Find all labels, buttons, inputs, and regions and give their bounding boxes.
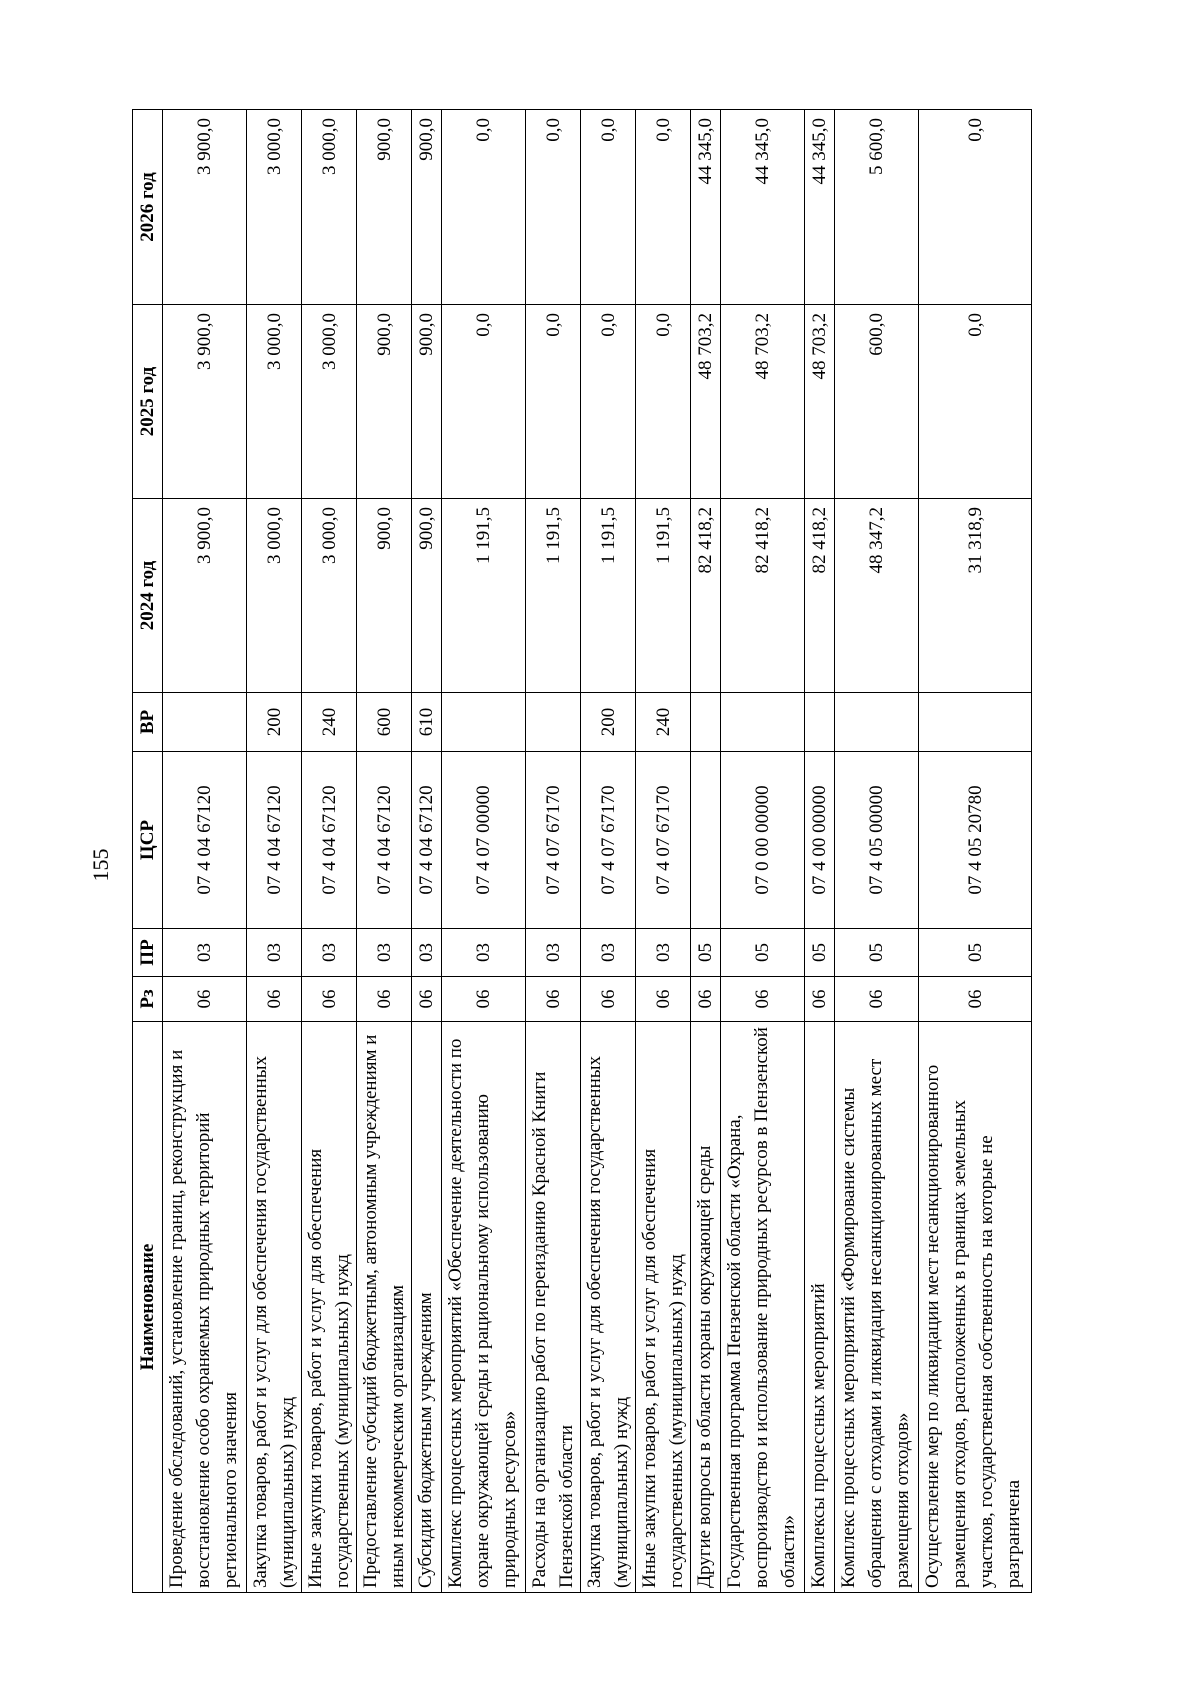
cell-2026: 900,0: [357, 110, 412, 305]
cell-name: Иные закупки товаров, работ и услуг для обеспечения государственных (муниципальных) нужд: [302, 1022, 357, 1593]
cell-vr: 200: [581, 693, 636, 752]
cell-vr: [526, 693, 581, 752]
cell-2026: 44 345,0: [805, 110, 835, 305]
header-rz: Рз: [133, 977, 163, 1022]
cell-2024: 1 191,5: [442, 499, 526, 693]
cell-rz: 06: [721, 977, 805, 1022]
table-row: [636, 110, 691, 1593]
cell-pr: 03: [302, 929, 357, 977]
cell-name: Предоставление субсидий бюджетным, автономным учреждениям и иным некоммерческим организациям: [357, 1022, 412, 1593]
header-csr: ЦСР: [133, 752, 163, 929]
table-row: [805, 110, 835, 1593]
table-row: [919, 110, 1032, 1593]
cell-rz: 06: [163, 977, 247, 1022]
cell-2025: 900,0: [412, 305, 442, 499]
cell-2024: 1 191,5: [636, 499, 691, 693]
cell-rz: 06: [357, 977, 412, 1022]
cell-csr: 07 4 07 00000: [442, 752, 526, 929]
table-row: [412, 110, 442, 1593]
cell-rz: 06: [835, 977, 919, 1022]
cell-pr: 03: [526, 929, 581, 977]
table-header-row: [133, 110, 163, 1593]
cell-rz: 06: [919, 977, 1032, 1022]
header-pr: ПР: [133, 929, 163, 977]
cell-pr: 05: [835, 929, 919, 977]
cell-2026: 0,0: [526, 110, 581, 305]
cell-csr: 07 4 04 67120: [302, 752, 357, 929]
cell-csr: 07 4 05 00000: [835, 752, 919, 929]
cell-vr: [163, 693, 247, 752]
cell-2026: 44 345,0: [691, 110, 721, 305]
cell-csr: [691, 752, 721, 929]
cell-csr: 07 4 07 67170: [581, 752, 636, 929]
cell-2024: 82 418,2: [691, 499, 721, 693]
table-row: [691, 110, 721, 1593]
cell-2026: 0,0: [581, 110, 636, 305]
cell-vr: 200: [247, 693, 302, 752]
cell-rz: 06: [581, 977, 636, 1022]
cell-vr: 610: [412, 693, 442, 752]
cell-name: Комплекс процессных мероприятий «Формирование системы обращения с отходами и ликвидация несанкционированных мест размещения отходов»: [835, 1022, 919, 1593]
cell-2025: 3 900,0: [163, 305, 247, 499]
cell-csr: 07 4 07 67170: [526, 752, 581, 929]
table-row: [721, 110, 805, 1593]
cell-2024: 3 000,0: [247, 499, 302, 693]
cell-csr: 07 4 04 67120: [163, 752, 247, 929]
cell-rz: 06: [302, 977, 357, 1022]
header-2026: 2026 год: [133, 110, 163, 305]
cell-pr: 03: [247, 929, 302, 977]
table-row: [247, 110, 302, 1593]
table-row: [526, 110, 581, 1593]
cell-rz: 06: [805, 977, 835, 1022]
cell-vr: [805, 693, 835, 752]
cell-2026: 5 600,0: [835, 110, 919, 305]
cell-2024: 48 347,2: [835, 499, 919, 693]
cell-2025: 900,0: [357, 305, 412, 499]
cell-2025: 0,0: [919, 305, 1032, 499]
cell-name: Другие вопросы в области охраны окружающей среды: [691, 1022, 721, 1593]
cell-vr: [919, 693, 1032, 752]
cell-name: Расходы на организацию работ по переизданию Красной Книги Пензенской области: [526, 1022, 581, 1593]
cell-2024: 31 318,9: [919, 499, 1032, 693]
header-vr: ВР: [133, 693, 163, 752]
cell-vr: 240: [302, 693, 357, 752]
cell-2025: 600,0: [835, 305, 919, 499]
cell-csr: 07 4 07 67170: [636, 752, 691, 929]
cell-pr: 05: [721, 929, 805, 977]
cell-2025: 0,0: [442, 305, 526, 499]
cell-2025: 0,0: [581, 305, 636, 499]
cell-2026: 0,0: [442, 110, 526, 305]
cell-csr: 07 4 00 00000: [805, 752, 835, 929]
cell-2024: 1 191,5: [526, 499, 581, 693]
cell-2024: 900,0: [357, 499, 412, 693]
cell-vr: [442, 693, 526, 752]
cell-vr: [721, 693, 805, 752]
cell-pr: 05: [691, 929, 721, 977]
header-name: Наименование: [133, 1022, 163, 1593]
page-number: 155: [88, 848, 113, 882]
cell-pr: 03: [581, 929, 636, 977]
table-body: [163, 110, 1032, 1593]
cell-name: Иные закупки товаров, работ и услуг для обеспечения государственных (муниципальных) нужд: [636, 1022, 691, 1593]
cell-2025: 3 000,0: [247, 305, 302, 499]
cell-rz: 06: [247, 977, 302, 1022]
table-row: [835, 110, 919, 1593]
table-row: [163, 110, 247, 1593]
cell-name: Государственная программа Пензенской области «Охрана, воспроизводство и использование природных ресурсов в Пензенской области»: [721, 1022, 805, 1593]
budget-table: [132, 109, 1032, 1593]
cell-2025: 48 703,2: [691, 305, 721, 499]
cell-rz: 06: [526, 977, 581, 1022]
cell-pr: 03: [412, 929, 442, 977]
header-2025: 2025 год: [133, 305, 163, 499]
cell-2026: 0,0: [919, 110, 1032, 305]
cell-2025: 0,0: [636, 305, 691, 499]
cell-csr: 07 0 00 00000: [721, 752, 805, 929]
cell-vr: [691, 693, 721, 752]
cell-2024: 82 418,2: [805, 499, 835, 693]
table-row: [581, 110, 636, 1593]
cell-2025: 0,0: [526, 305, 581, 499]
cell-2026: 3 000,0: [302, 110, 357, 305]
cell-2025: 3 000,0: [302, 305, 357, 499]
cell-vr: 600: [357, 693, 412, 752]
cell-2024: 3 900,0: [163, 499, 247, 693]
cell-2026: 3 000,0: [247, 110, 302, 305]
cell-rz: 06: [412, 977, 442, 1022]
cell-csr: 07 4 04 67120: [247, 752, 302, 929]
cell-2024: 900,0: [412, 499, 442, 693]
cell-csr: 07 4 04 67120: [412, 752, 442, 929]
cell-pr: 03: [163, 929, 247, 977]
cell-name: Закупка товаров, работ и услуг для обеспечения государственных (муниципальных) нужд: [247, 1022, 302, 1593]
cell-rz: 06: [636, 977, 691, 1022]
cell-2026: 900,0: [412, 110, 442, 305]
cell-name: Закупка товаров, работ и услуг для обеспечения государственных (муниципальных) нужд: [581, 1022, 636, 1593]
cell-2026: 3 900,0: [163, 110, 247, 305]
cell-csr: 07 4 04 67120: [357, 752, 412, 929]
cell-2026: 0,0: [636, 110, 691, 305]
budget-table-container: [132, 110, 1076, 1593]
cell-2024: 82 418,2: [721, 499, 805, 693]
cell-name: Проведение обследований, установление границ, реконструкция и восстановление особо охраняемых природных территорий регионального значения: [163, 1022, 247, 1593]
cell-pr: 03: [636, 929, 691, 977]
cell-2025: 48 703,2: [721, 305, 805, 499]
header-2024: 2024 год: [133, 499, 163, 693]
table-row: [302, 110, 357, 1593]
table-row: [442, 110, 526, 1593]
cell-2025: 48 703,2: [805, 305, 835, 499]
cell-name: Осуществление мер по ликвидации мест несанкционированного размещения отходов, расположенных в границах земельных участков, государственная собственность на которые не разграничена: [919, 1022, 1032, 1593]
cell-pr: 05: [919, 929, 1032, 977]
cell-2024: 3 000,0: [302, 499, 357, 693]
cell-pr: 03: [442, 929, 526, 977]
table-row: [357, 110, 412, 1593]
cell-2024: 1 191,5: [581, 499, 636, 693]
cell-pr: 05: [805, 929, 835, 977]
cell-pr: 03: [357, 929, 412, 977]
cell-name: Субсидии бюджетным учреждениям: [412, 1022, 442, 1593]
cell-vr: [835, 693, 919, 752]
cell-vr: 240: [636, 693, 691, 752]
cell-name: Комплекс процессных мероприятий «Обеспечение деятельности по охране окружающей среды и рациональному использованию природных ресурсов»: [442, 1022, 526, 1593]
cell-2026: 44 345,0: [721, 110, 805, 305]
cell-name: Комплексы процессных мероприятий: [805, 1022, 835, 1593]
cell-rz: 06: [691, 977, 721, 1022]
cell-csr: 07 4 05 20780: [919, 752, 1032, 929]
cell-rz: 06: [442, 977, 526, 1022]
